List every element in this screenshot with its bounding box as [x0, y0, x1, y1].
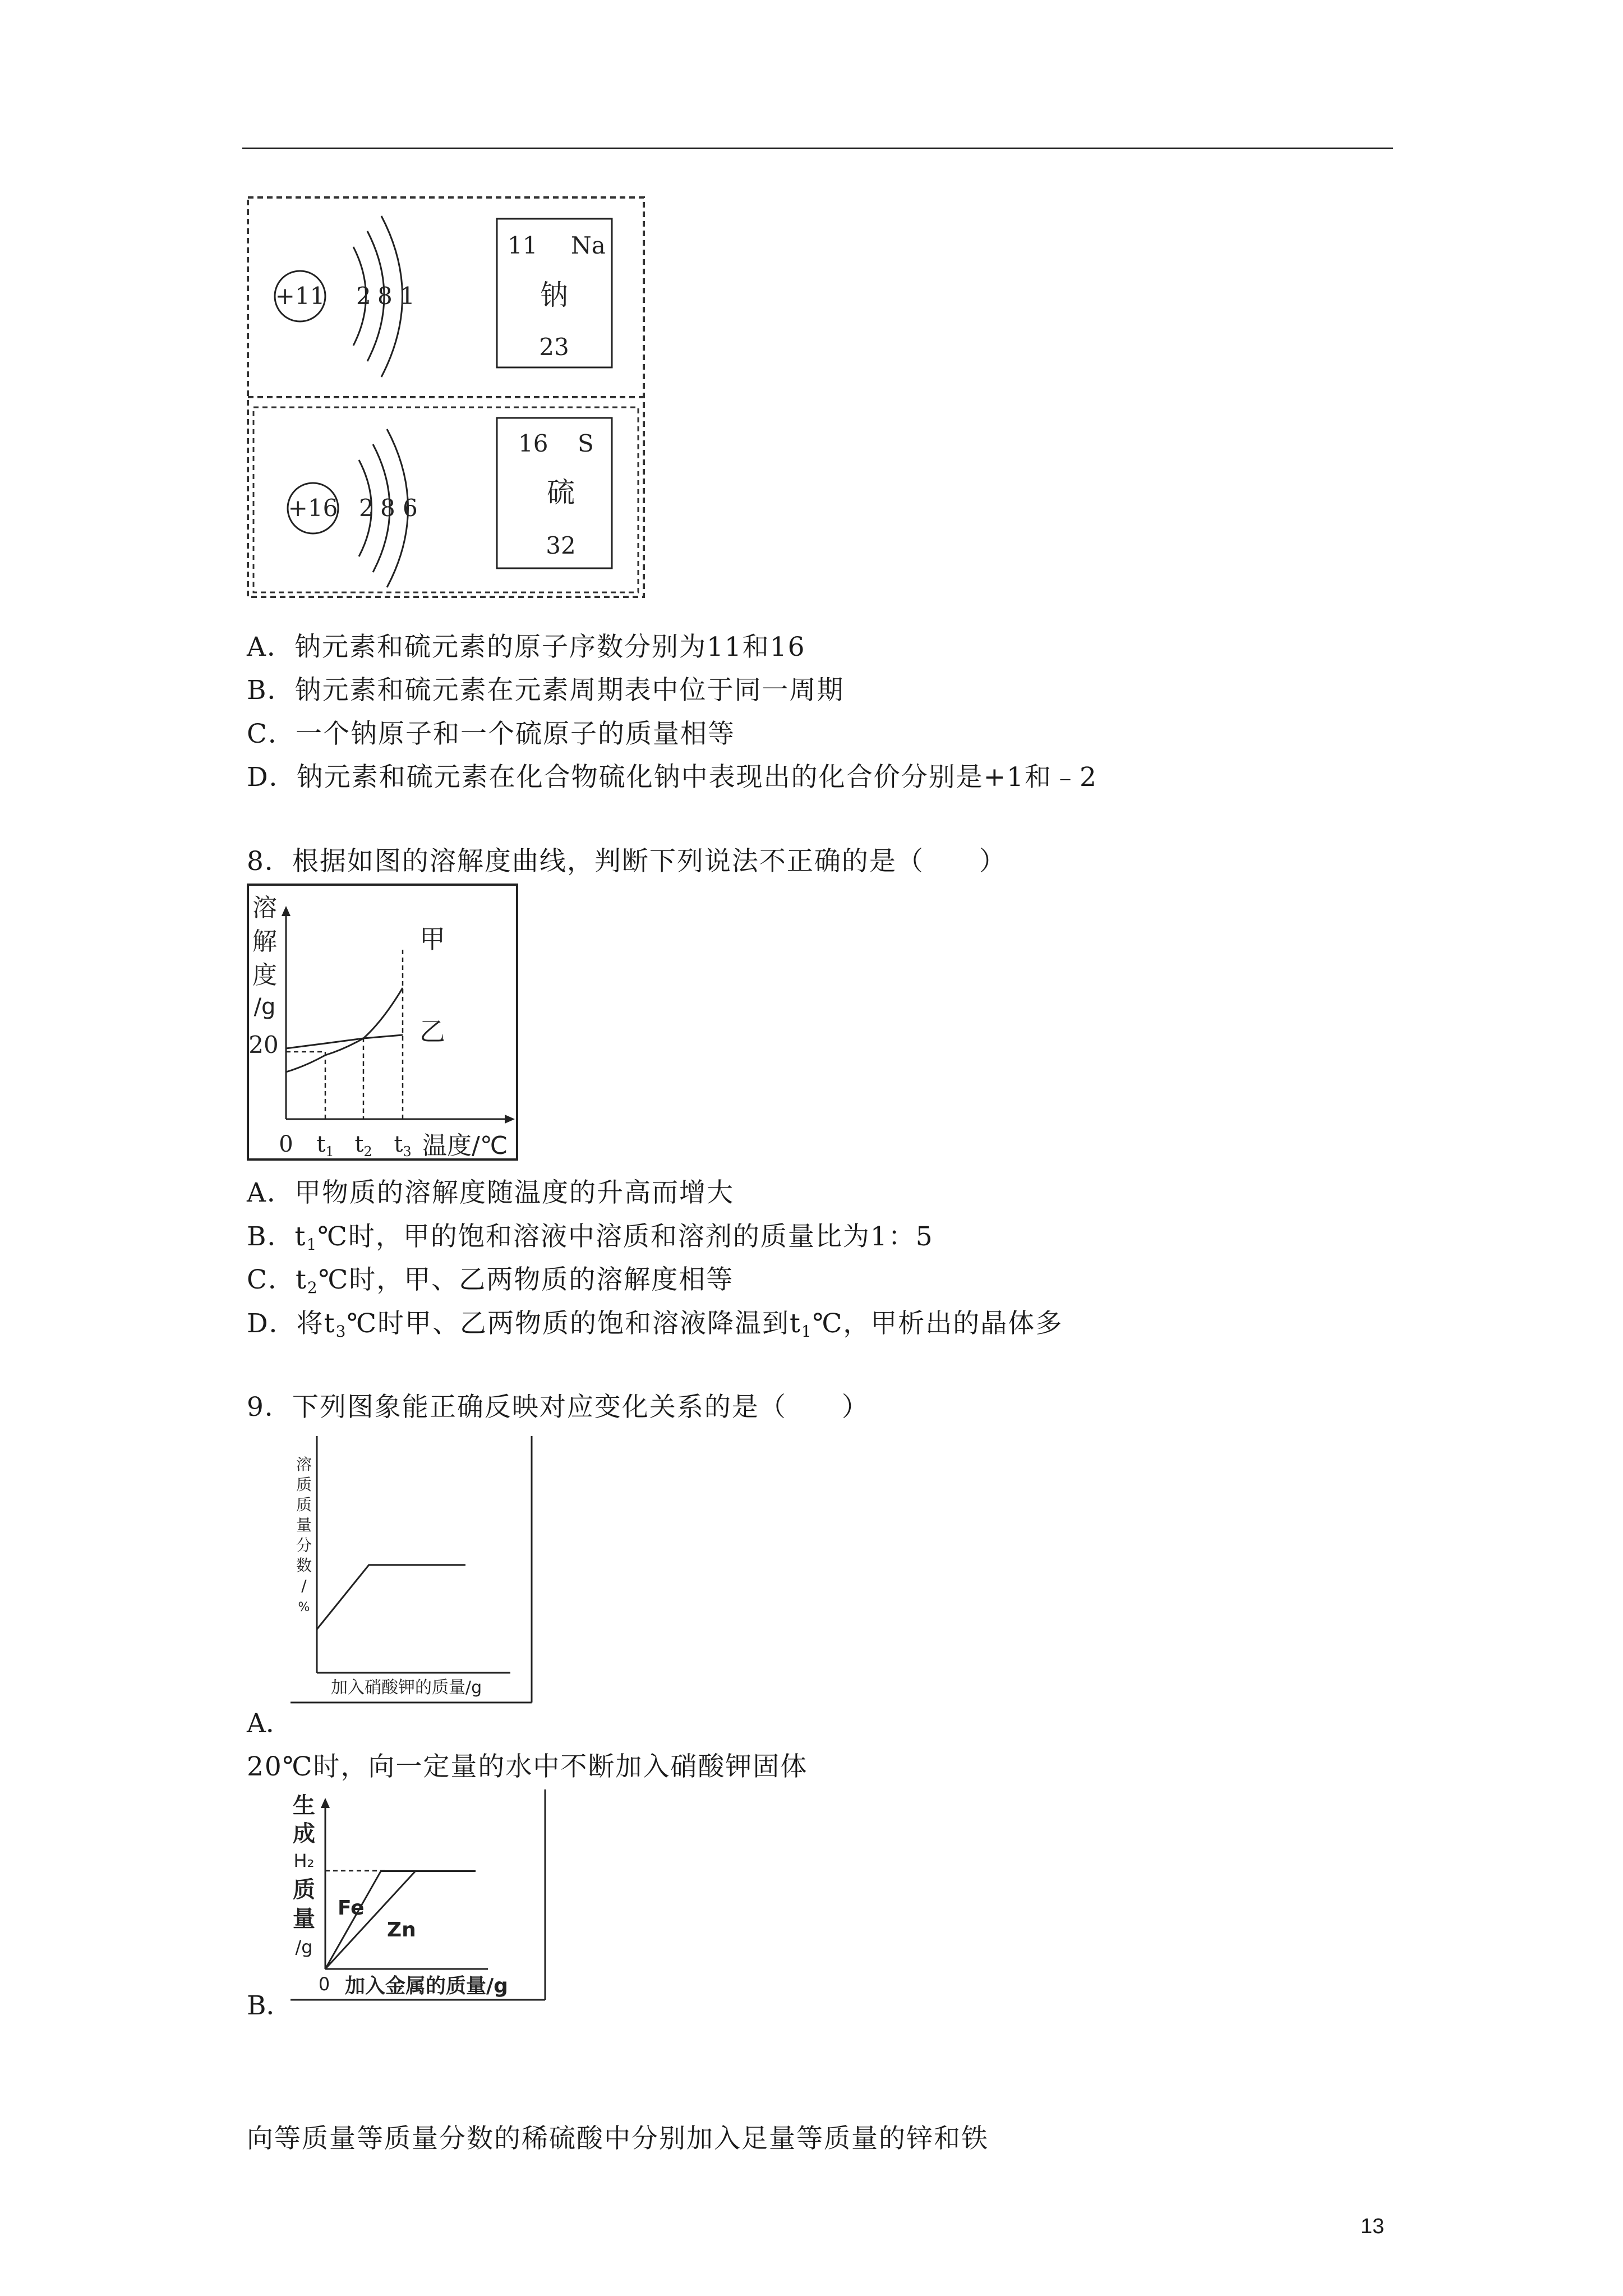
- chart8-xtick-t3: $t_3$: [394, 1131, 412, 1159]
- q9-option-a-label: A．: [247, 1708, 292, 1739]
- chart9b-ylabel-5: 量: [293, 1906, 315, 1932]
- chart9b-origin: 0: [318, 1973, 330, 1995]
- q7-option-d: D．钠元素和硫元素在化合物硫化钠中表现出的化合价分别是+1和﹣2: [247, 762, 1098, 793]
- chart9b-ylabel-4: 质: [293, 1877, 315, 1903]
- q7-option-c: C．一个钠原子和一个硫原子的质量相等: [247, 719, 735, 749]
- q8-option-a: A．甲物质的溶解度随温度的升高而增大: [247, 1177, 734, 1208]
- sodium-name: 钠: [540, 279, 568, 311]
- sodium-atomic-number: 11: [508, 232, 538, 259]
- sodium-atom-diagram: [275, 216, 612, 377]
- chart9b-ylabel-6: /g: [295, 1936, 313, 1958]
- sulfur-name: 硫: [547, 476, 575, 509]
- page-number: 13: [1361, 2215, 1385, 2238]
- sodium-symbol: Na: [571, 232, 606, 259]
- sodium-mass: 23: [539, 333, 569, 361]
- chart9b-xlabel: 加入金属的质量/g: [345, 1975, 508, 1998]
- q9-option-b-description: 向等质量等质量分数的稀硫酸中分别加入足量等质量的锌和铁: [247, 2123, 989, 2154]
- chart8-xtick-t1: $t_1$: [316, 1131, 334, 1159]
- sulfur-mass: 32: [546, 532, 576, 559]
- chart9a-xlabel: 加入硝酸钾的质量/g: [331, 1678, 482, 1697]
- series-yi-curve: [286, 1035, 403, 1048]
- mass-fraction-line: [317, 1565, 465, 1630]
- q9-stem: 9．下列图象能正确反映对应变化关系的是（ ）: [247, 1392, 869, 1423]
- kno3-mass-fraction-chart: [275, 1436, 544, 1714]
- chart8-ylabel-4: /g: [253, 994, 276, 1020]
- chart9a-ylabel-8: %: [298, 1600, 310, 1614]
- sulfur-symbol: S: [578, 430, 594, 457]
- hydrogen-mass-chart: [275, 1789, 555, 2011]
- chart8-series-label-jia: 甲: [419, 924, 445, 954]
- q9-option-a-description: 20℃时，向一定量的水中不断加入硝酸钾固体: [247, 1751, 808, 1782]
- q8-option-b: B．$t_1℃$时，甲的饱和溶液中溶质和溶剂的质量比为1：5: [247, 1221, 934, 1254]
- chart9b-series-label-zn: Zn: [387, 1918, 416, 1941]
- sulfur-shell-1: 2: [359, 494, 374, 522]
- chart9b-ylabel-1: 生: [293, 1793, 315, 1819]
- sodium-shell-3: 1: [400, 282, 415, 310]
- sulfur-atomic-number: 16: [518, 430, 548, 457]
- chart9a-ylabel-6: 数: [296, 1556, 312, 1575]
- solubility-chart: [247, 884, 527, 1167]
- chart9a-ylabel-5: 分: [296, 1536, 312, 1554]
- header-rule: [242, 148, 1393, 149]
- q8-option-c: C．$t_2℃$时，甲、乙两物质的溶解度相等: [247, 1264, 734, 1297]
- q9-option-b-label: B．: [247, 1990, 293, 2021]
- chart8-series-label-yi: 乙: [419, 1016, 445, 1047]
- chart8-origin: 0: [279, 1131, 293, 1157]
- chart9b-ylabel-2: 成: [293, 1821, 315, 1847]
- sodium-shell-2: 8: [377, 282, 393, 310]
- q7-option-b: B．钠元素和硫元素在元素周期表中位于同一周期: [247, 675, 845, 706]
- chart9b-series-label-fe: Fe: [338, 1897, 365, 1920]
- sulfur-shell-3: 6: [403, 494, 418, 522]
- chart8-ylabel-2: 解: [252, 927, 277, 956]
- chart9a-ylabel-3: 质: [296, 1496, 312, 1514]
- q8-option-d: D．将$t_3℃$时甲、乙两物质的饱和溶液降温到$t_1℃$，甲析出的晶体多: [247, 1308, 1063, 1341]
- series-jia-curve: [286, 988, 403, 1072]
- sodium-shell-1: 2: [356, 282, 371, 310]
- sulfur-shell-2: 8: [380, 494, 395, 522]
- chart9a-ylabel-4: 量: [296, 1516, 312, 1534]
- chart8-xlabel: 温度/℃: [422, 1131, 508, 1160]
- chart8-xtick-t2: $t_2$: [354, 1131, 372, 1159]
- chart8-ylabel-3: 度: [252, 961, 277, 990]
- chart8-ytick-20: 20: [248, 1031, 279, 1059]
- atom-structure-figure: [247, 196, 651, 600]
- q7-option-a: A．钠元素和硫元素的原子序数分别为11和16: [247, 632, 806, 662]
- chart9a-ylabel-2: 质: [296, 1475, 312, 1494]
- chart9a-ylabel-1: 溶: [296, 1455, 312, 1474]
- chart9b-ylabel-3: H₂: [293, 1850, 315, 1871]
- q8-stem: 8．根据如图的溶解度曲线，判断下列说法不正确的是（ ）: [247, 846, 1007, 877]
- chart8-ylabel-1: 溶: [252, 894, 277, 922]
- chart9a-ylabel-7: /: [301, 1576, 307, 1595]
- sulfur-nucleus: +16: [288, 494, 338, 522]
- sodium-nucleus: +11: [275, 282, 325, 310]
- sulfur-atom-diagram: [288, 418, 612, 587]
